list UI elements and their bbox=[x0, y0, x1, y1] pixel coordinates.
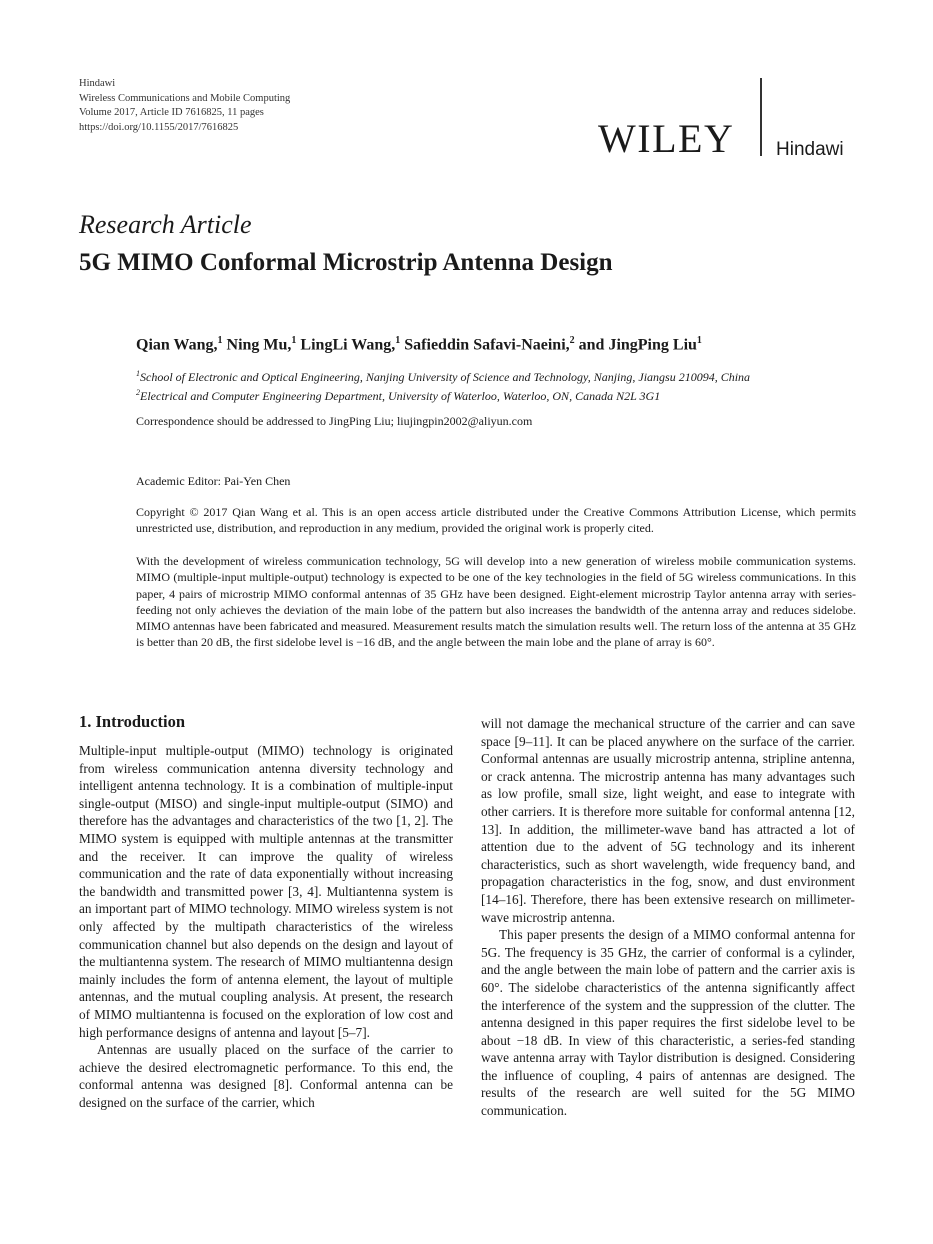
author-name: LingLi Wang, bbox=[300, 336, 396, 354]
affiliation-marker: 2 bbox=[136, 388, 140, 397]
affiliation-text: School of Electronic and Optical Engineering, Nanjing University of Science and Technology, Nanjing, Jiangsu 210094, China bbox=[140, 370, 751, 384]
journal-name: Wireless Communications and Mobile Computing bbox=[79, 92, 291, 104]
body-column-right bbox=[481, 715, 855, 1120]
author-name: Safieddin Safavi-Naeini, bbox=[404, 336, 570, 354]
copyright-notice: Copyright © 2017 Qian Wang et al. This is an open access article distributed under the Creative Commons Attribution License, which permits unrestricted use, distribution, and reproduction in any medium, provided the original work is properly cited. bbox=[136, 505, 856, 536]
wiley-logo: WILEY bbox=[598, 116, 735, 161]
body-paragraph: Multiple-input multiple-output (MIMO) technology is originated from wireless communication antenna diversity technology and intelligent antenna technology. It is a combination of multiple-input single-output (MISO) and single-input multiple-output (SIMO) and therefore has the advantages and characteristics of the two [1, 2]. The MIMO system is equipped with multiple antennas at the transmitter and the receiver. It can improve the quality of wireless communication and the rate of data exponentially without increasing the bandwidth and transmitted power [3, 4]. Multiantenna system is an important part of MIMO technology. MIMO wireless system is not only affected by the multipath characteristics of the wireless communication channel but also depends on the design and layout of the multiantenna system. The research of MIMO multiantenna design mainly includes the form of antenna element, the layout of multiple antennas, and the mutual coupling analysis. At present, the research of MIMO multiantenna is focused on the exploration of low cost and high performance designs of antenna and layout [5–7]. bbox=[79, 743, 453, 1040]
volume-info: Volume 2017, Article ID 7616825, 11 pages bbox=[79, 107, 264, 119]
body-paragraph: Antennas are usually placed on the surface of the carrier to achieve the desired electromagnetic performance. To this end, the conformal antenna was designed [8]. Conformal antenna can be designed on the surface of the carrier, which bbox=[79, 1042, 453, 1110]
body-paragraph: This paper presents the design of a MIMO conformal antenna for 5G. The frequency is 35 GHz, the carrier of conformal is a cylinder, and the angle between the main lobe of pattern and the carrier axis is 60°. The sidelobe characteristics of the antenna significantly affect the interference of the system and the suppression of the clutter. The antenna designed in this paper requires the first sidelobe level to be about −18 dB. In view of this characteristic, a series-fed standing wave antenna array with Taylor distribution is designed. Considering the influence of coupling, 4 pairs of antennas are designed. The results of the research are well suited for the 5G MIMO communication. bbox=[481, 927, 855, 1119]
affiliation-marker: 1 bbox=[136, 369, 140, 378]
abstract: With the development of wireless communication technology, 5G will develop into a new generation of wireless mobile communication systems. MIMO (multiple-input multiple-output) technology is expected to be one of the key technologies in the field of 5G wireless communications. In this paper, 4 pairs of microstrip MIMO conformal antennas of 35 GHz have been designed. Eight-element microstrip Taylor antenna array with series-feeding not only achieves the deviation of the main lobe of the pattern but also increases the bandwidth of the antenna array and reduces sidelobe. MIMO antennas have been fabricated and measured. Measurement results match the simulation results well. The return loss of the antenna at 35 GHz is better than 20 dB, the first sidelobe level is −16 dB, and the angle between the main lobe and the plane of array is 60°. bbox=[136, 554, 856, 650]
author-affiliation-marker: 1 bbox=[217, 335, 223, 346]
author-affiliation-marker: 1 bbox=[395, 335, 401, 346]
author-list bbox=[136, 330, 856, 356]
body-column-left bbox=[79, 742, 453, 1111]
section-heading-introduction: 1. Introduction bbox=[79, 712, 186, 731]
author-name: Ning Mu, bbox=[226, 336, 292, 354]
author-affiliation-marker: 1 bbox=[291, 335, 297, 346]
affiliations bbox=[136, 366, 856, 404]
author-affiliation-marker: 2 bbox=[569, 335, 575, 346]
academic-editor: Academic Editor: Pai-Yen Chen bbox=[136, 474, 291, 488]
doi-link[interactable]: https://doi.org/10.1155/2017/7616825 bbox=[79, 121, 239, 133]
body-paragraph: will not damage the mechanical structure of the carrier and can save space [9–11]. It can be placed anywhere on the surface of the carrier. Conformal antennas are usually microstrip antenna, stripline antenna, or crack antenna. The microstrip antenna has many advantages such as low profile, small size, light weight, and ease to integrate with other carriers. It is therefore more suitable for conformal antenna [12, 13]. In addition, the millimeter-wave band has attracted a lot of attention due to the advent of 5G technology and its inherent characteristics, such as short wavelength, wide frequency band, and propagation characteristics in the fog, snow, and dust environment [14–16]. Therefore, there has been extensive research on millimeter-wave microstrip antenna. bbox=[481, 716, 855, 925]
affiliation-line bbox=[136, 366, 856, 385]
publisher-name: Hindawi bbox=[79, 78, 116, 89]
article-title: 5G MIMO Conformal Microstrip Antenna Design bbox=[79, 249, 613, 276]
affiliation-text: Electrical and Computer Engineering Department, University of Waterloo, Waterloo, ON, Canada N2L 3G1 bbox=[140, 389, 661, 403]
author-name: and JingPing Liu bbox=[578, 336, 697, 354]
author-affiliation-marker: 1 bbox=[696, 335, 702, 346]
author-name: Qian Wang, bbox=[136, 336, 218, 354]
correspondence: Correspondence should be addressed to JingPing Liu; liujingpin2002@aliyun.com bbox=[136, 414, 533, 428]
article-type: Research Article bbox=[79, 210, 252, 239]
hindawi-logo: Hindawi bbox=[776, 139, 844, 160]
affiliation-line bbox=[136, 385, 856, 404]
logo-divider bbox=[760, 78, 762, 156]
journal-header bbox=[79, 77, 290, 135]
